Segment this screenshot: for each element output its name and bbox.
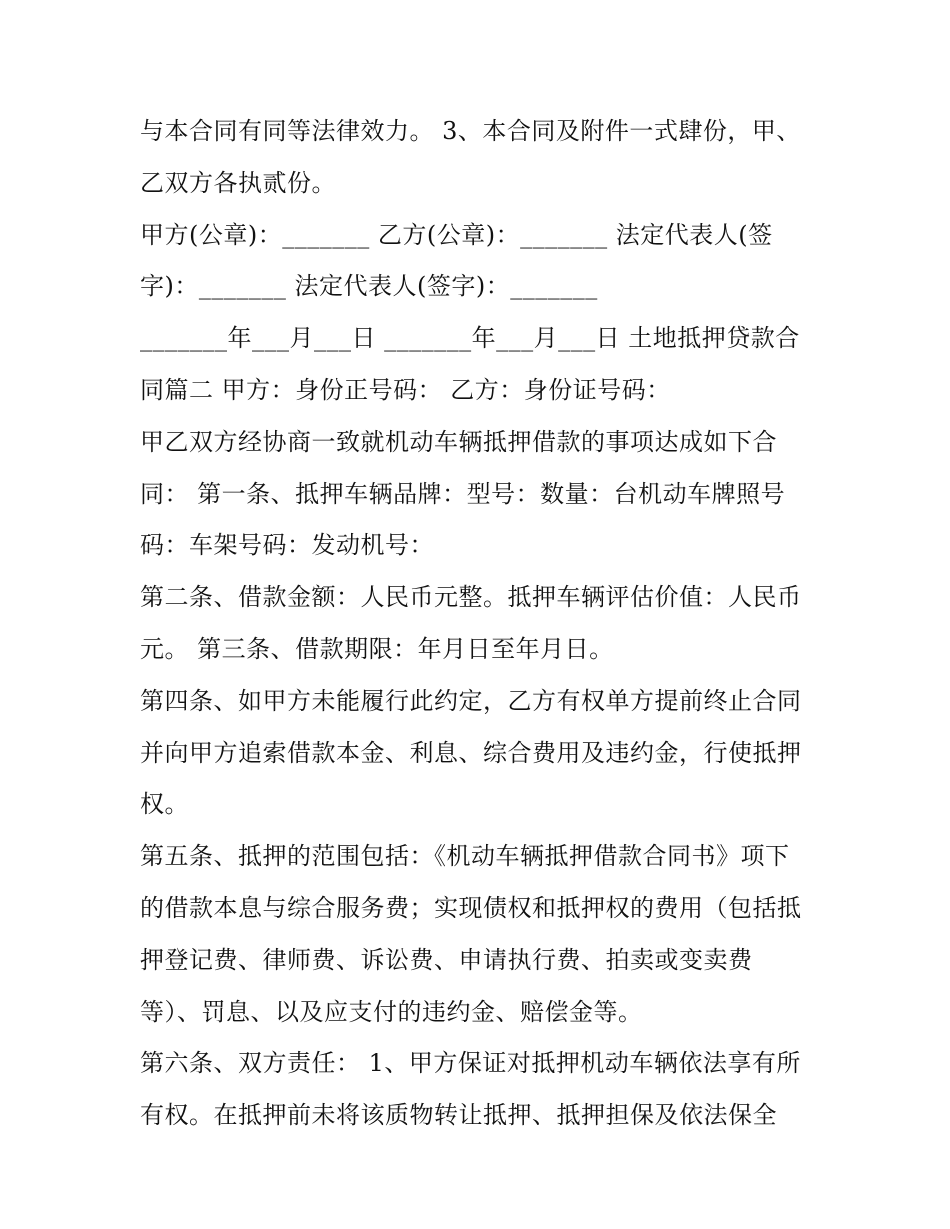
text-line: 第六条、双方责任： 1、甲方保证对抵押机动车辆依法享有所 xyxy=(140,1049,801,1078)
text-line: 与本合同有同等法律效力。 3、本合同及附件一式肆份，甲、 xyxy=(140,117,801,145)
text-line: 乙双方各执贰份。 xyxy=(140,168,336,197)
text-line: 甲乙双方经协商一致就机动车辆抵押借款的事项达成如下合 xyxy=(140,427,777,456)
text-line: 押登记费、律师费、诉讼费、申请执行费、拍卖或变卖费 xyxy=(140,945,753,974)
text-line: 码：车架号码：发动机号： xyxy=(140,531,434,560)
text-line: 权。 xyxy=(140,790,189,819)
text-line: 甲方(公章)：_______ 乙方(公章)：_______ 法定代表人(签 xyxy=(140,220,773,249)
text-line: 第五条、抵押的范围包括：《机动车辆抵押借款合同书》项下 xyxy=(140,842,790,871)
text-line: 第四条、如甲方未能履行此约定，乙方有权单方提前终止合同 xyxy=(140,686,802,715)
document-body xyxy=(140,106,820,1142)
text-line: _______年___月___日 _______年___月___日 土地抵押贷款合 xyxy=(140,324,800,353)
text-line: 同篇二 甲方：身份正号码： 乙方：身份证号码： xyxy=(140,375,671,404)
text-line: 同： 第一条、抵押车辆品牌：型号：数量：台机动车牌照号 xyxy=(140,479,786,508)
text-line: 等）、罚息、以及应支付的违约金、赔偿金等。 xyxy=(140,997,643,1026)
text-line: 元。 第三条、借款期限：年月日至年月日。 xyxy=(140,634,614,663)
text-line: 有权。在抵押前未将该质物转让抵押、抵押担保及依法保全 xyxy=(140,1101,777,1130)
text-line: 字)：_______ 法定代表人(签字)：_______ xyxy=(140,272,598,301)
text-line: 第二条、借款金额：人民币元整。抵押车辆评估价值：人民币 xyxy=(140,583,802,612)
text-line: 并向甲方追索借款本金、利息、综合费用及违约金，行使抵押 xyxy=(140,738,802,767)
text-line: 的借款本息与综合服务费；实现债权和抵押权的费用（包括抵 xyxy=(140,893,802,922)
